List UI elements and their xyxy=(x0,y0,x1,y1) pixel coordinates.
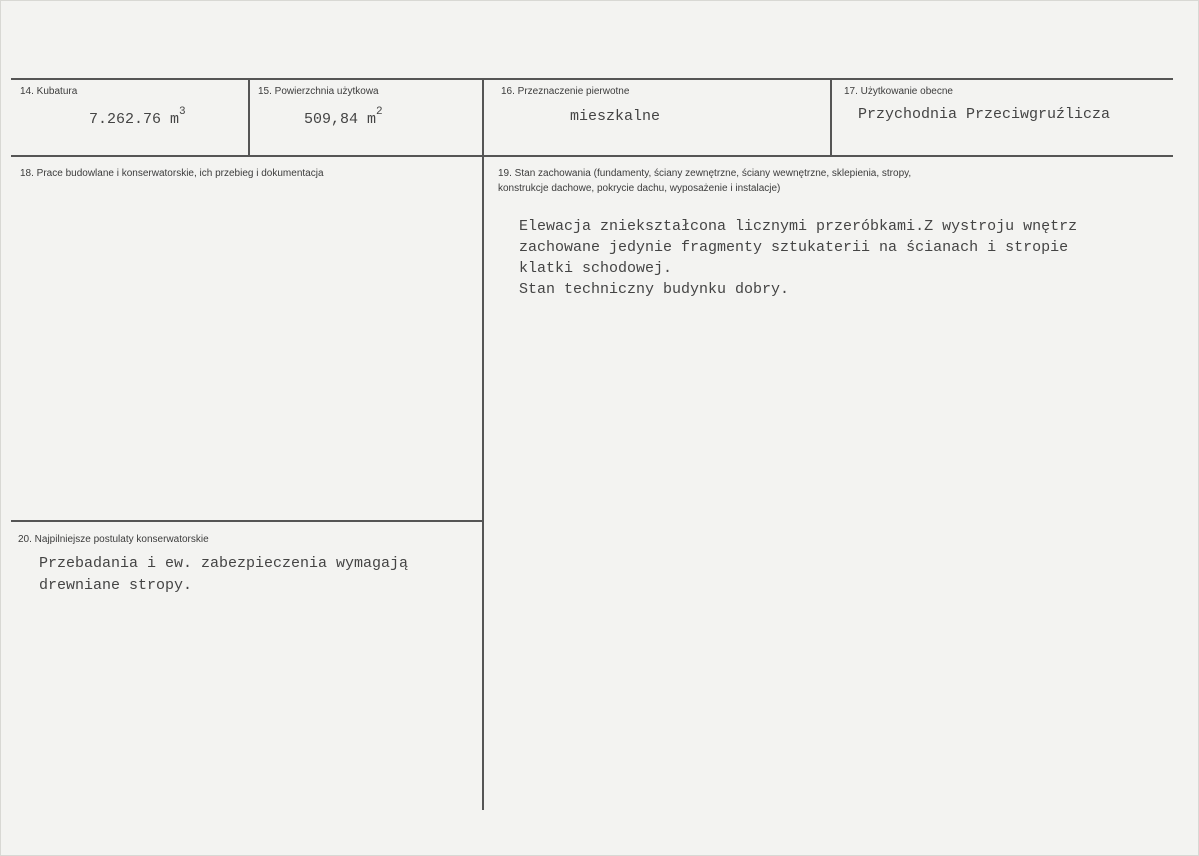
field19-text-line3: klatki schodowej. xyxy=(519,260,673,277)
field19-label-line1: 19. Stan zachowania (fundamenty, ściany zewnętrzne, ściany wewnętrzne, sklepienia, stropy, xyxy=(498,168,912,179)
field18-label: 18. Prace budowlane i konserwatorskie, ich przebieg i dokumentacja xyxy=(20,168,324,179)
field14-label: 14. Kubatura xyxy=(20,86,78,97)
field20-label: 20. Najpilniejsze postulaty konserwatorskie xyxy=(18,534,209,545)
field19-text-line1: Elewacja zniekształcona licznymi przeróbkami.Z wystroju wnętrz xyxy=(519,218,1078,235)
divider-15-16 xyxy=(482,78,484,810)
field14-value xyxy=(89,106,186,132)
field19-text-line4: Stan techniczny budynku dobry. xyxy=(519,281,790,298)
field15-value xyxy=(304,106,383,132)
field17-label: 17. Użytkowanie obecne xyxy=(844,86,953,97)
field14-value-text: 7.262.76 m xyxy=(89,111,180,128)
field19-label-line2: konstrukcje dachowe, pokrycie dachu, wyposażenie i instalacje) xyxy=(498,183,781,194)
divider-16-17 xyxy=(830,78,832,155)
field15-label: 15. Powierzchnia użytkowa xyxy=(258,86,379,97)
field14-exponent: 3 xyxy=(179,106,186,118)
field15-exponent: 2 xyxy=(376,106,383,118)
top-rule xyxy=(11,78,1173,80)
header-bottom-rule xyxy=(11,155,1173,157)
field19-text-line2: zachowane jedynie fragmenty sztukaterii na ścianach i stropie xyxy=(519,239,1069,256)
field16-value: mieszkalne xyxy=(570,108,661,125)
field16-label: 16. Przeznaczenie pierwotne xyxy=(501,86,630,97)
field20-text-line1: Przebadania i ew. zabezpieczenia wymagają xyxy=(39,555,409,572)
field15-value-text: 509,84 m xyxy=(304,111,377,128)
field17-value: Przychodnia Przeciwgruźlicza xyxy=(858,106,1111,123)
field20-text-line2: drewniane stropy. xyxy=(39,577,193,594)
left-middle-rule xyxy=(11,520,482,522)
divider-14-15 xyxy=(248,78,250,155)
